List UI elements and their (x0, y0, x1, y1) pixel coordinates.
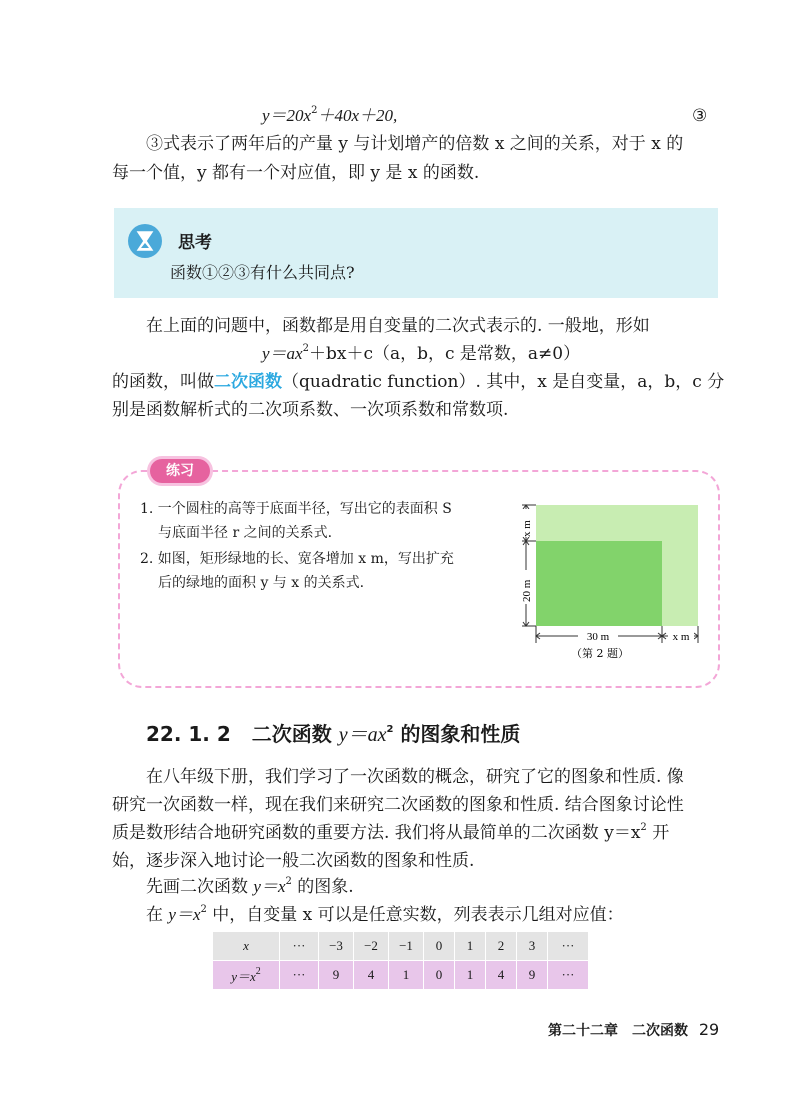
paragraph-2-line-3 (112, 369, 724, 395)
table-cell: ··· (280, 932, 319, 961)
equation-number-3: ③ (692, 106, 708, 126)
equation-3: $y=20x^2+40x+20$, (262, 105, 398, 125)
formula-part-a: y＝ax (262, 344, 303, 363)
table-header-y: $y=x^2$ (213, 961, 280, 990)
table-row-x (213, 932, 589, 961)
exercise-2-line-1: 2. 如图，矩形绿地的长、宽各增加 x m，写出扩充 (140, 551, 454, 567)
section-title-post: 的图象和性质 (400, 722, 521, 746)
page-number: 29 (698, 1020, 720, 1039)
table-header-x: x (213, 932, 280, 961)
table-header-y-text: y＝x (231, 968, 256, 984)
table-cell: 1 (455, 961, 486, 990)
label-xm-bottom: x m (672, 631, 690, 643)
paragraph-3-line-3-b: 开 (652, 823, 670, 843)
paragraph-4-post: 的图象. (297, 877, 354, 897)
page-footer (548, 1020, 719, 1040)
table-cell: ··· (280, 961, 319, 990)
section-heading: 22. 1. 2 二次函数 $y=ax^2$ 的图象和性质 (146, 722, 521, 746)
table-cell: 3 (517, 932, 548, 961)
table-cell: 2 (486, 932, 517, 961)
paragraph-5-pre: 在 (146, 905, 163, 925)
quadratic-general-formula: $y=ax^2+bx+c(a$，b，c 是常数，a≠0） (262, 343, 581, 364)
table-cell: −2 (354, 932, 389, 961)
paragraph-5: 在 $y=x^2$ 中，自变量 x 可以是任意实数，列表表示几组对应值： (146, 904, 624, 925)
paragraph-3-line-3: 质是数形结合地研究函数的重要方法. 我们将从最简单的二次函数 $y=x^2$ 开 (112, 822, 670, 843)
inner-rectangle (536, 541, 662, 626)
section-title-formula: y＝ax (338, 724, 387, 746)
label-xm-side: x m (521, 520, 533, 537)
section-number: 22. 1. 2 (146, 722, 231, 746)
table-cell: 9 (517, 961, 548, 990)
paragraph-3-line-3-a: 质是数形结合地研究函数的重要方法. 我们将从最简单的二次函数 y＝x (112, 823, 641, 843)
paragraph-2-line-3-pre: 的函数，叫做 (112, 372, 214, 392)
paragraph-4-pre: 先画二次函数 (146, 877, 248, 897)
table-cell: −3 (319, 932, 354, 961)
paragraph-2-line-4: 别是函数解析式的二次项系数、一次项系数和常数项. (112, 400, 509, 420)
paragraph-3-line-1: 在八年级下册，我们学习了一次函数的概念，研究了它的图象和性质. 像 (146, 767, 684, 787)
think-question: 函数①②③有什么共同点? (170, 263, 355, 282)
exercise-1-line-2: 与底面半径 r 之间的关系式. (158, 525, 333, 541)
exercise-2-line-2: 后的绿地的面积 y 与 x 的关系式. (158, 575, 365, 591)
figure-caption: （第 2 题） (571, 647, 629, 660)
rectangle-figure (500, 495, 705, 670)
formula-part-b: ＋bx＋c（a，b，c 是常数，a≠0） (308, 344, 581, 364)
section-title-pre: 二次函数 (251, 722, 332, 746)
practice-label: 练习 (150, 459, 210, 483)
paragraph-2-line-3-post: （quadratic function）. 其中，x 是自变量，a，b，c 分 (282, 372, 725, 392)
key-term-quadratic-function: 二次函数 (214, 372, 282, 392)
table-cell: ··· (548, 932, 589, 961)
table-cell: −1 (389, 932, 424, 961)
think-title: 思考 (178, 233, 212, 253)
table-cell: 1 (389, 961, 424, 990)
table-cell: 0 (424, 932, 455, 961)
paragraph-5-post: 中，自变量 x 可以是任意实数，列表表示几组对应值： (212, 905, 624, 925)
paragraph-5-formula: y＝x (168, 905, 201, 924)
equation-3-lhs: y＝20x (262, 106, 312, 125)
table-cell: 0 (424, 961, 455, 990)
paragraph-1-line-1: ③式表示了两年后的产量 y 与计划增产的倍数 x 之间的关系，对于 x 的 (146, 134, 684, 154)
paragraph-3-line-2: 研究一次函数一样，现在我们来研究二次函数的图象和性质. 结合图象讨论性 (112, 795, 684, 815)
paragraph-1-line-2: 每一个值，y 都有一个对应值，即 y 是 x 的函数. (112, 163, 480, 183)
think-box (114, 208, 718, 298)
chapter-title: 第二十二章 二次函数 (548, 1023, 688, 1039)
table-cell: 4 (486, 961, 517, 990)
value-table (212, 931, 589, 990)
table-cell: 1 (455, 932, 486, 961)
paragraph-4: 先画二次函数 $y=x^2$ 的图象. (146, 876, 354, 897)
paragraph-4-formula: y＝x (253, 877, 286, 896)
paragraph-3-line-4: 始，逐步深入地讨论一般二次函数的图象和性质. (112, 851, 475, 871)
table-cell: 4 (354, 961, 389, 990)
table-cell: ··· (548, 961, 589, 990)
label-20m: 20 m (521, 579, 533, 602)
table-cell: 9 (319, 961, 354, 990)
table-row-y (213, 961, 589, 990)
equation-3-rest: ＋40x＋20, (317, 106, 398, 125)
label-30m: 30 m (586, 631, 610, 643)
exercise-1-line-1: 1. 一个圆柱的高等于底面半径，写出它的表面积 S (140, 501, 452, 517)
paragraph-2-line-1: 在上面的问题中，函数都是用自变量的二次式表示的. 一般地，形如 (146, 316, 650, 336)
hourglass-icon (128, 224, 162, 258)
